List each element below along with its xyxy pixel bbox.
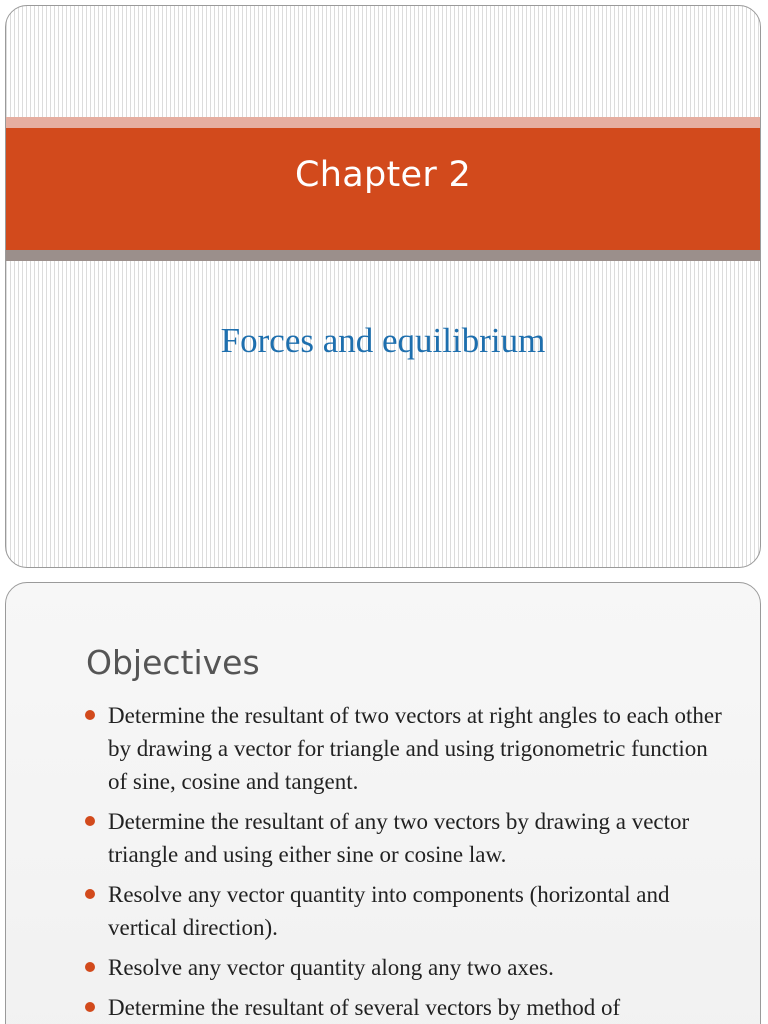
objective-text: Determine the resultant of several vectors by method of xyxy=(108,995,621,1020)
objective-item xyxy=(82,699,732,798)
title-slide xyxy=(5,5,761,568)
bullet-dot-icon xyxy=(85,816,95,826)
objective-text: Determine the resultant of two vectors at right angles to each other by drawing a vector for triangle and using trigonometric function of sine, cosine and tangent. xyxy=(108,703,722,794)
objective-text: Determine the resultant of any two vectors by drawing a vector triangle and using either sine or cosine law. xyxy=(108,809,690,867)
objectives-list xyxy=(82,699,732,1024)
chapter-title: Chapter 2 xyxy=(294,155,472,195)
title-band-top-stripe xyxy=(6,117,760,128)
objectives-slide xyxy=(5,582,761,1024)
objective-item xyxy=(82,805,732,871)
objectives-heading: Objectives xyxy=(86,643,260,682)
objective-text: Resolve any vector quantity into components (horizontal and vertical direction). xyxy=(108,882,670,940)
bullet-dot-icon xyxy=(85,962,95,972)
objective-item xyxy=(82,951,732,984)
objective-item xyxy=(82,991,732,1024)
objective-item xyxy=(82,878,732,944)
title-band-bottom-stripe xyxy=(6,250,760,261)
slide-subtitle: Forces and equilibrium xyxy=(220,321,546,360)
bullet-dot-icon xyxy=(85,1002,95,1012)
objective-text: Resolve any vector quantity along any two axes. xyxy=(108,955,554,980)
bullet-dot-icon xyxy=(85,889,95,899)
bullet-dot-icon xyxy=(85,710,95,720)
